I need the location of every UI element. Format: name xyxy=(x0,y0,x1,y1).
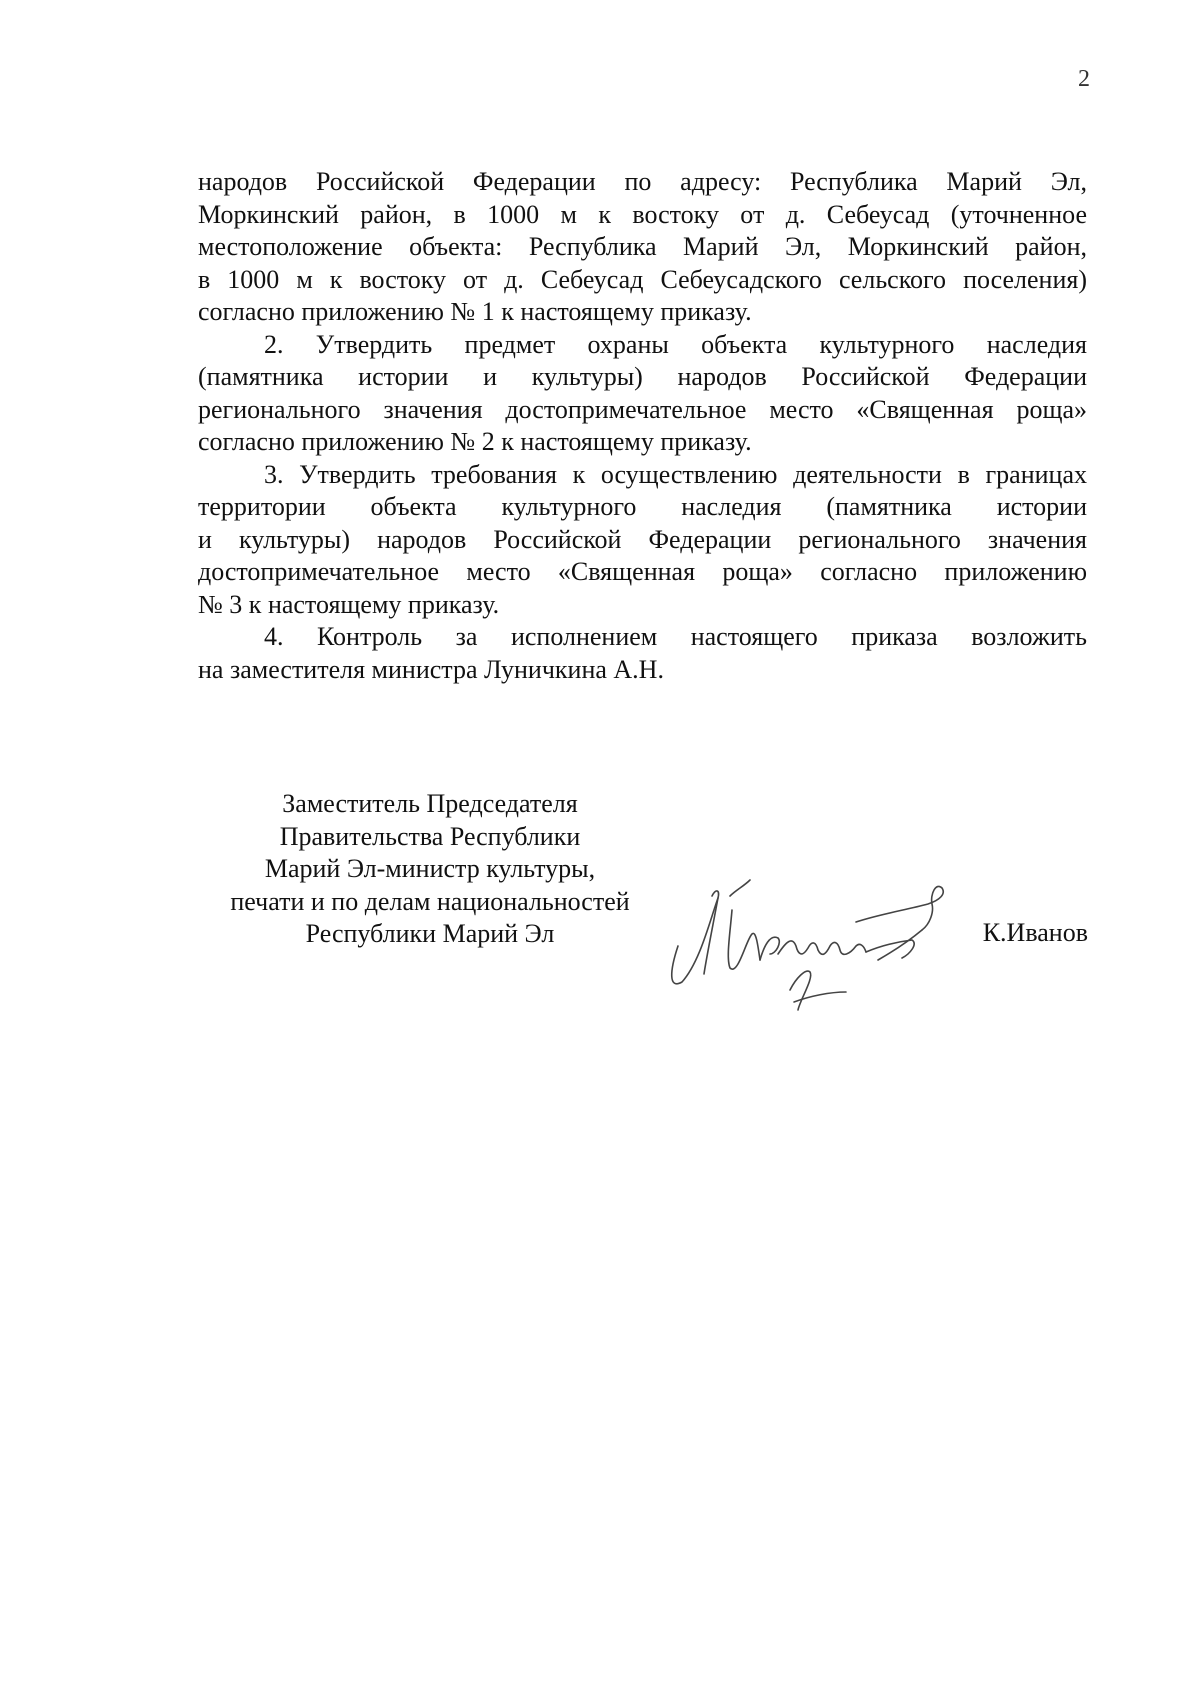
body-line: регионального значения достопримечательное место «Священная роща» xyxy=(198,394,1087,424)
body-line: согласно приложению № 2 к настоящему приказу. xyxy=(198,427,752,456)
paragraph-4-first-line: 4. Контроль за исполнением настоящего приказа возложить xyxy=(264,622,1087,651)
signer-name: К.Иванов xyxy=(982,918,1088,947)
document-body xyxy=(198,166,1087,686)
body-line: достопримечательное место «Священная роща» согласно приложению xyxy=(198,557,1087,586)
paragraph-2-first-line: 2. Утвердить предмет охраны объекта культурного наследия xyxy=(264,329,1087,359)
body-line: в 1000 м к востоку от д. Себеусад Себеусадского сельского поселения) xyxy=(198,264,1087,294)
signer-position-line: Заместитель Председателя xyxy=(282,789,578,818)
body-line: № 3 к настоящему приказу. xyxy=(198,589,500,619)
signer-position-line: Республики Марий Эл xyxy=(305,919,555,948)
signer-position-line: Правительства Республики xyxy=(279,821,581,851)
body-line: народов Российской Федерации по адресу: Республика Марий Эл, xyxy=(198,167,1087,196)
body-line: территории объекта культурного наследия (памятника истории xyxy=(198,492,1087,521)
body-line: на заместителя министра Луничкина А.Н. xyxy=(198,654,664,684)
page-number: 2 xyxy=(1078,66,1090,92)
body-line: и культуры) народов Российской Федерации регионального значения xyxy=(198,524,1087,554)
body-line: местоположение объекта: Республика Марий Эл, Моркинский район, xyxy=(198,232,1087,261)
body-line: Моркинский район, в 1000 м к востоку от д. Себеусад (уточненное xyxy=(198,199,1087,229)
signer-position-line: Марий Эл-министр культуры, xyxy=(264,854,596,883)
body-line: согласно приложению № 1 к настоящему приказу. xyxy=(198,297,752,326)
signer-position-line: печати и по делам национальностей xyxy=(230,886,630,916)
paragraph-3-first-line: 3. Утвердить требования к осуществлению деятельности в границах xyxy=(264,459,1087,489)
signer-position xyxy=(200,788,660,951)
body-line: (памятника истории и культуры) народов Российской Федерации xyxy=(198,362,1087,391)
